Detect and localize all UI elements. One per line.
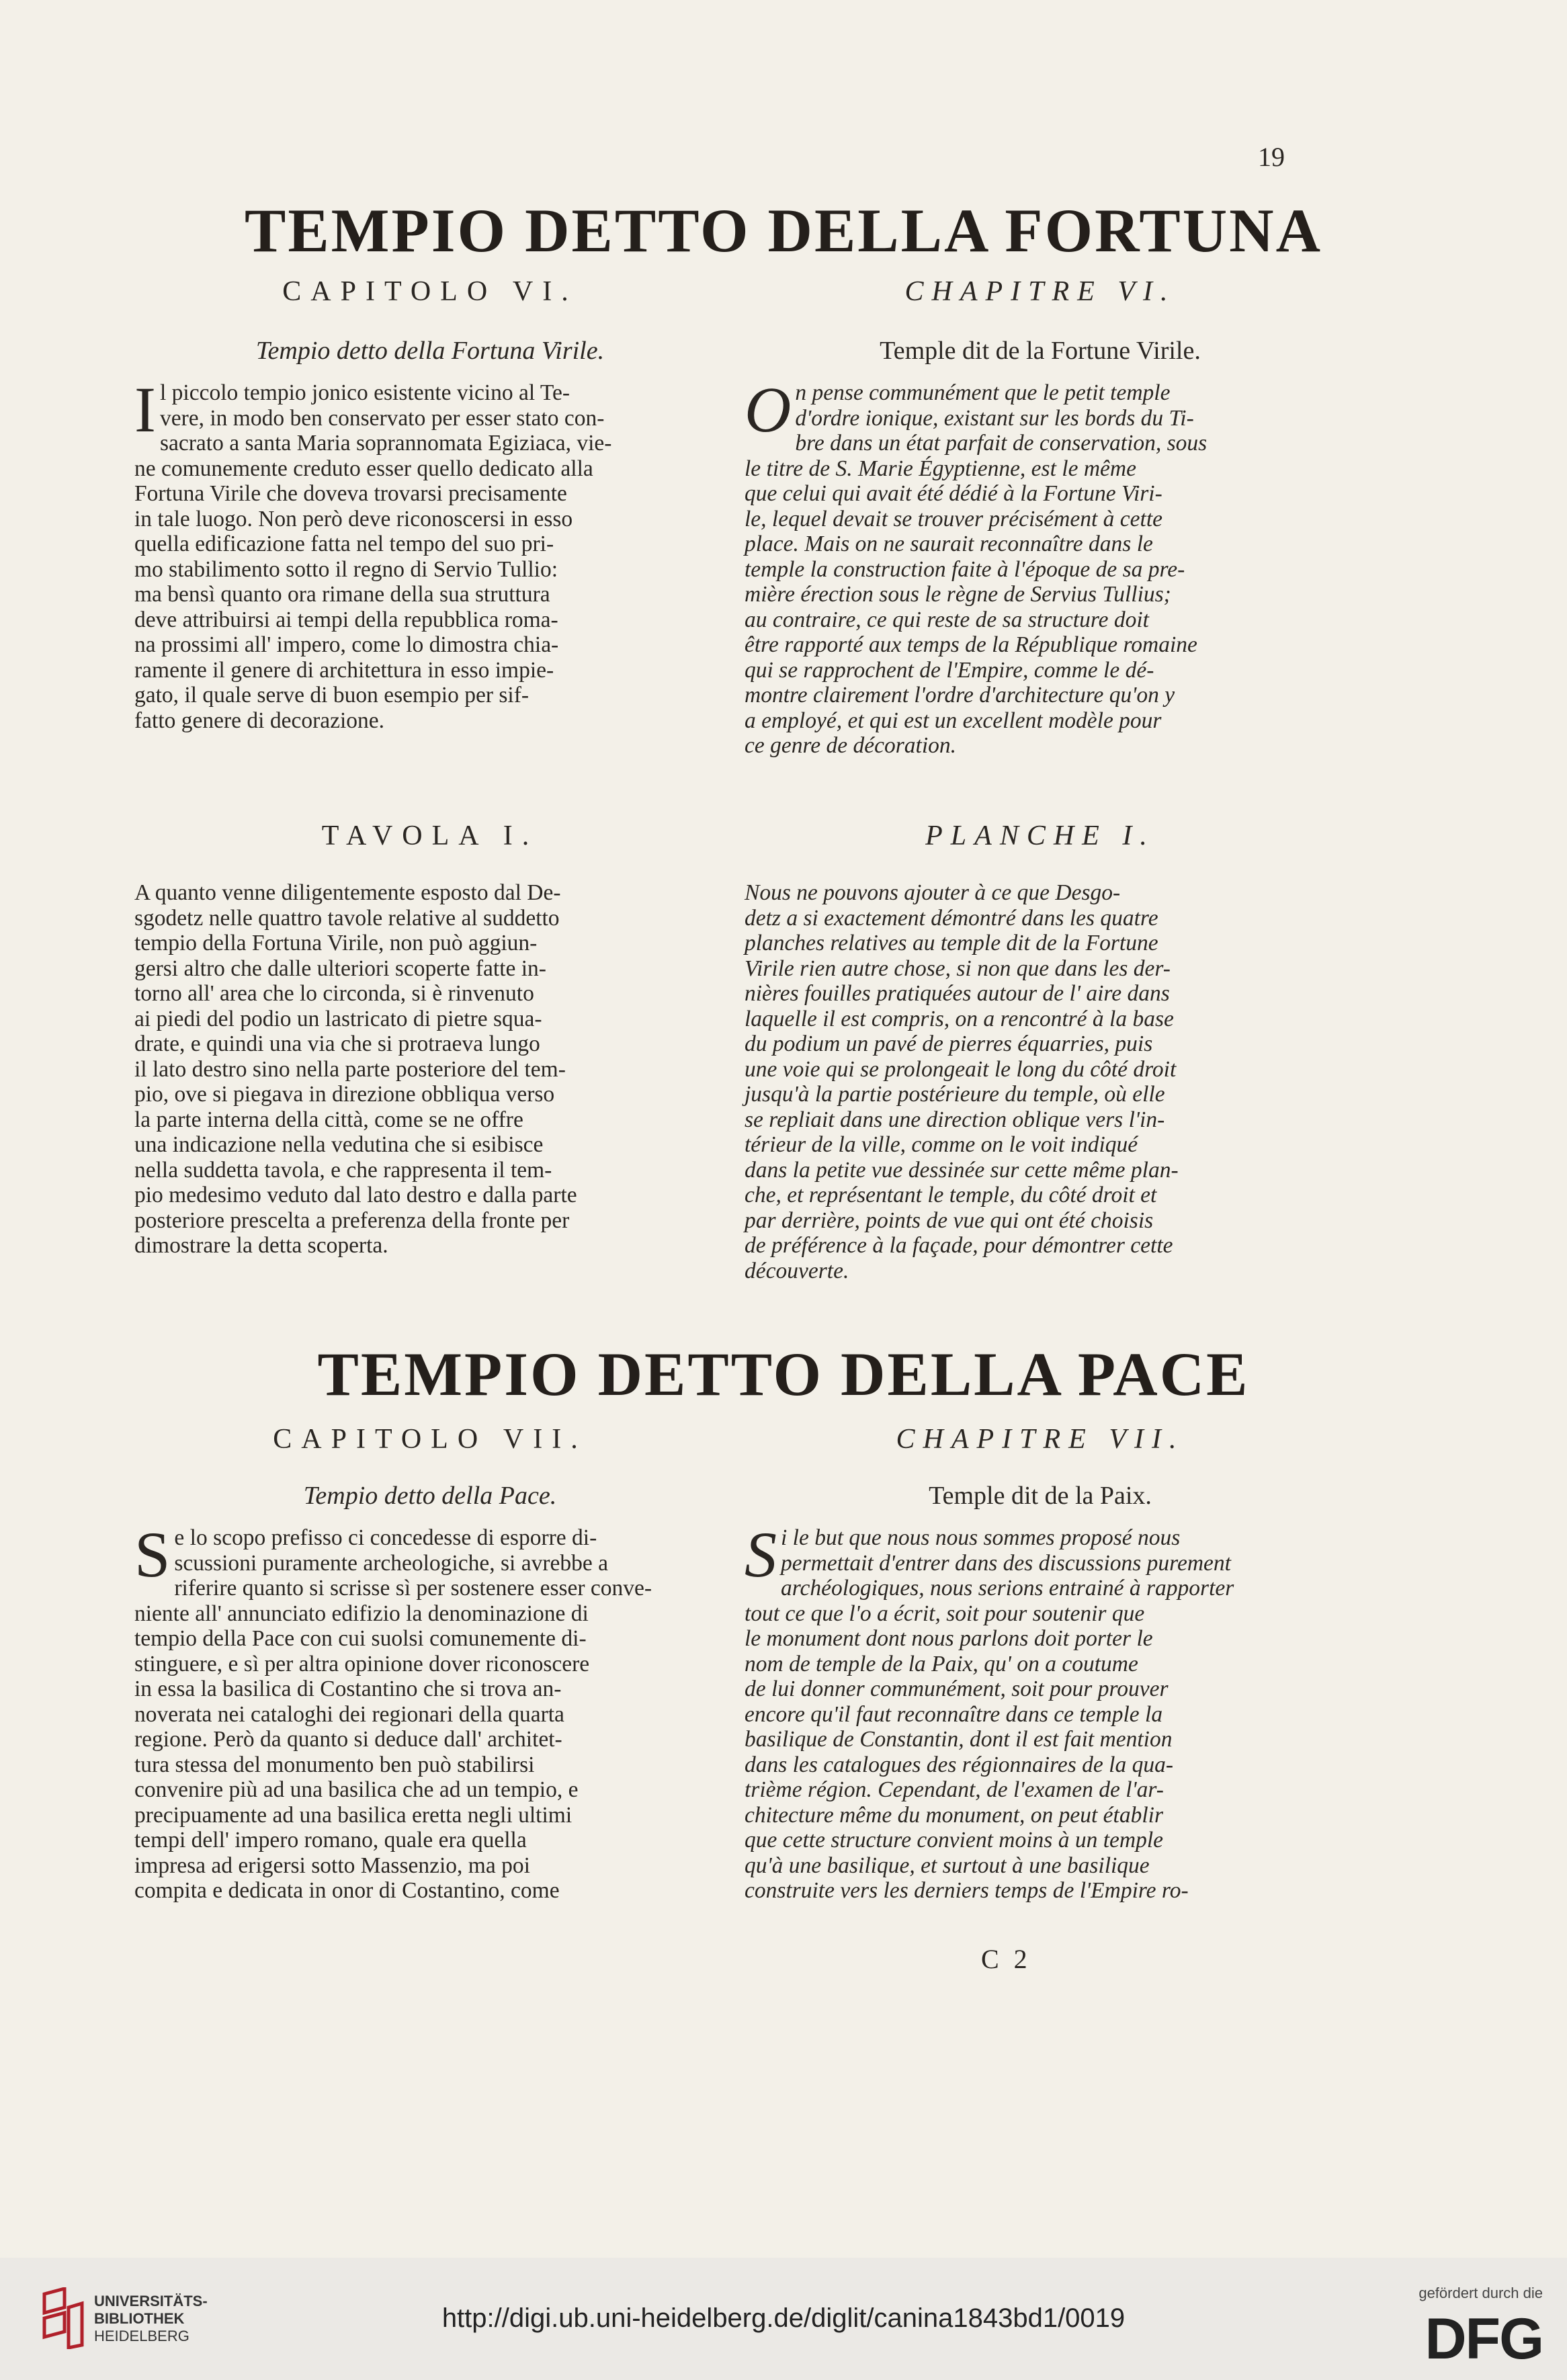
plate-paragraph-fr: Nous ne pouvons ajouter à ce que Desgo- detz a si exactement démontré dans les quatre planches relatives au temple dit de la Fortune Virile rien autre chose, si non que dans les der- nières fouilles pratiquées autour de l' aire dans laquelle il est compris, on a rencontré à la base du podium un pavé de pierres équarries, puis une voie qui se prolongeait le long du côté droit jusqu'à la partie postérieure du temple, où elle se repliait dans une direction oblique vers l'in- térieur de la ville, comme on le voit indiqué dans la petite vue dessinée sur cette même plan- che, et représentant le temple, du côté droit et par derrière, points de vue qui ont été choisis de préférence à la façade, pour démontrer cette découverte. [745,880,1179,1283]
funded-by-label: gefördert durch die [1418,2285,1543,2301]
chapter-subtitle-fr: Temple dit de la Paix. [929,1482,1152,1510]
drop-cap: S [134,1519,171,1590]
plate-heading-fr: PLANCHE I. [925,820,1155,851]
paragraph-it [134,1519,726,1904]
column-french-fortuna [745,275,1336,759]
library-line: BIBLIOTHEK [94,2310,185,2327]
library-line: HEIDELBERG [94,2328,189,2344]
drop-cap: S [745,1519,777,1590]
drop-cap: O [745,374,792,445]
column-italian-tavola [134,820,726,1259]
section-title-fortuna: TEMPIO DETTO DELLA FORTUNA [244,196,1323,265]
column-italian-pace [134,1423,726,1904]
paragraph-fr [745,1519,1336,1904]
paragraph-text: i le but que nous nous sommes proposé nous permettait d'entrer dans des discussions purement archéologiques, nous serions entrainé à rapporter tout ce que l'o a écrit, soit pour soutenir que le monument dont nous parlons doit porter le nom de temple de la Paix, qu' on a coutume de lui donner communément, soit pour prouver encore qu'il faut reconnaître dans ce temple la basilique de Constantin, dont il est fait mention dans les catalogues des régionnaires de la qua- trième région. Cependant, de l'examen de l'ar- chitecture même du monument, on peut établir que cette structure convient moins à un temple qu'à une basilique, et surtout à une basilique construite vers les derniers temps de l'Empire ro- [745,1525,1234,1903]
library-line: UNIVERSITÄTS- [94,2293,208,2309]
paragraph-it [134,374,726,733]
chapter-heading-fr: CHAPITRE VI. [904,276,1176,307]
viewer-footer [0,2258,1567,2380]
chapter-subtitle-it: Tempio detto della Fortuna Virile. [255,337,605,365]
chapter-subtitle-it: Tempio detto della Pace. [303,1482,557,1510]
plate-paragraph-it: A quanto venne diligentemente esposto dal De- sgodetz nelle quattro tavole relative al suddetto tempio della Fortuna Virile, non può aggiun- gersi altro che dalle ulteriori scoperte fatte in- torno all' area che lo circonda, si è rinvenuto ai piedi del podio un lastricato di pietre squa- drate, e quindi una via che si protraeva lungo il lato destro sino nella parte posteriore del tem- pio, ove si piegava in direzione obbliqua verso la parte interna della città, come se ne offre una indicazione nella vedutina che si esibisce nella suddetta tavola, e che rappresenta il tem- pio medesimo veduto dal lato destro e dalla parte posteriore prescelta a preferenza della fronte per dimostrare la detta scoperta. [134,880,577,1258]
section-title-pace: TEMPIO DETTO DELLA PACE [317,1340,1250,1408]
chapter-heading-it: CAPITOLO VI. [282,276,578,307]
column-french-pace [745,1423,1336,1904]
paragraph-text: l piccolo tempio jonico esistente vicino al Te- vere, in modo ben conservato per esser stato con- sacrato a santa Maria soprannomata Egiziaca, vie- ne comunemente creduto esser quello dedicato alla Fortuna Virile che doveva trovarsi precisamente in tale luogo. Non però deve riconoscersi in esso quella edificazione fatta nel tempo del suo pri- mo stabilimento sotto il regno di Servio Tullio: ma bensì quanto ora rimane della sua struttura deve attribuirsi ai tempi della repubblica roma- na prossimi all' impero, come lo dimostra chia- ramente il genere di architettura in esso impie- gato, il quale serve di buon esempio per sif- fatto genere di decorazione. [134,380,612,733]
column-italian-fortuna [134,275,726,733]
plate-heading-it: TAVOLA I. [321,820,539,851]
paragraph-text: e lo scopo prefisso ci concedesse di esporre di- scussioni puramente archeologiche, si avrebbe a riferire quanto si scrisse sì per sostenere esser conve- niente all' annunciato edifizio la denominazione di tempio della Pace con cui suolsi comunemente di- stinguere, e sì per altra opinione dover riconoscere in essa la basilica di Costantino che si trova an- noverata nei cataloghi dei regionari della quarta regione. Però da quanto si deduce dall' architet- tura stessa del monumento ben può stabilirsi convenire più ad una basilica che ad un tempio, e precipuamente ad una basilica eretta negli ultimi tempi dell' impero romano, quale era quella impresa ad erigersi sotto Massenzio, ma poi compita e dedicata in onor di Costantino, come [134,1525,652,1903]
chapter-heading-fr: CHAPITRE VII. [896,1424,1185,1455]
paragraph-fr [745,374,1336,759]
drop-cap: I [134,374,156,445]
chapter-heading-it: CAPITOLO VII. [273,1424,587,1455]
dfg-logo: DFG [1425,2307,1543,2371]
column-french-planche [745,820,1336,1283]
paragraph-text: n pense communément que le petit temple d'ordre ionique, existant sur les bords du Ti- bre dans un état parfait de conservation, sous le titre de S. Marie Égyptienne, est le même que celui qui avait été dédié à la Fortune Viri- le, lequel devait se trouver précisément à cette place. Mais on ne saurait reconnaître dans le temple la construction faite à l'époque de sa pre- mière érection sous le règne de Servius Tullius; au contraire, ce qui reste de sa structure doit être rapporté aux temps de la République romaine qui se rapprochent de l'Empire, comme le dé- montre clairement l'ordre d'architecture qu'on y a employé, et qui est un excellent modèle pour ce genre de décoration. [745,380,1208,758]
page-number: 19 [1258,142,1285,172]
signature-mark: C 2 [981,1944,1031,1974]
permalink[interactable]: http://digi.ub.uni-heidelberg.de/diglit/canina1843bd1/0019 [441,2303,1126,2333]
chapter-subtitle-fr: Temple dit de la Fortune Virile. [880,337,1201,365]
